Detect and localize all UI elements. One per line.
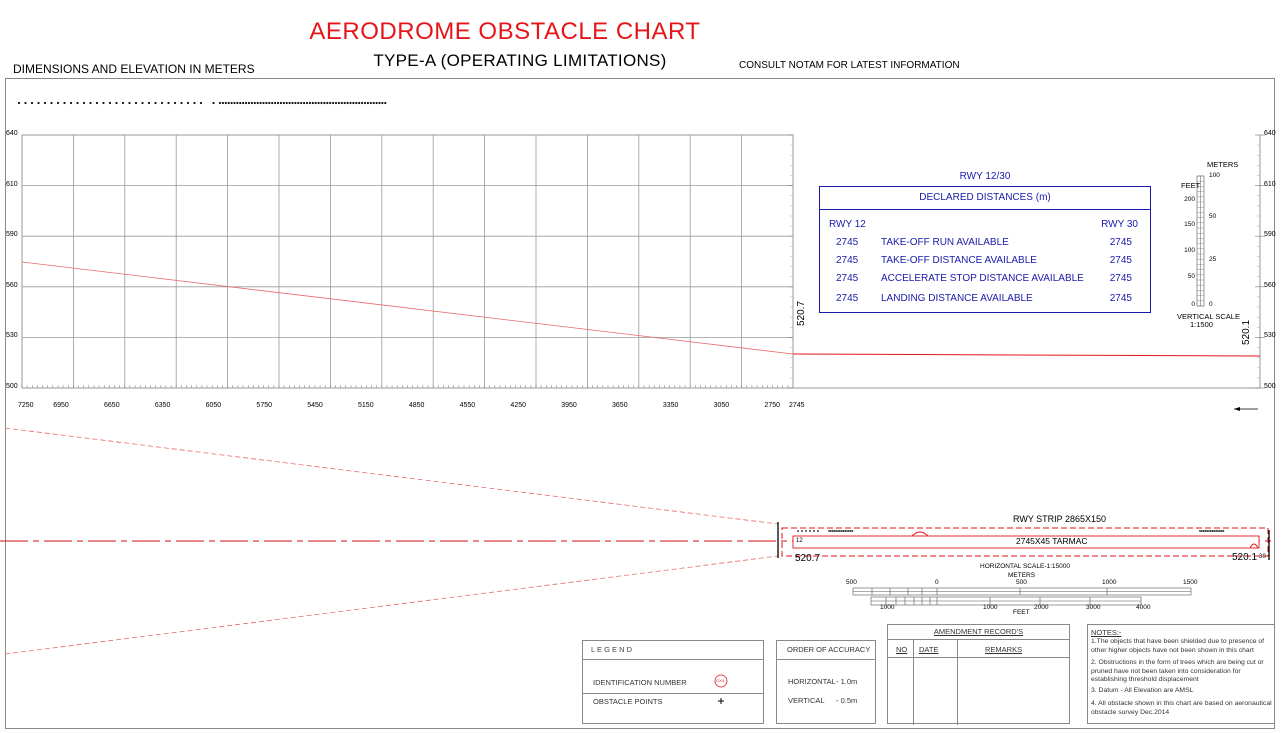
strip-obstacle-dot [841,530,843,532]
obstacle-dot [44,102,46,104]
obstacle-dot [347,102,349,104]
obstacle-dot [109,102,111,104]
strip-obstacle-dot [848,530,850,532]
x-axis-label: 6950 [53,402,69,409]
scale-meters-label: 1500 [1183,579,1198,586]
chart-subtitle: TYPE-A (OPERATING LIMITATIONS) [373,51,667,70]
dimensions-note: DIMENSIONS AND ELEVATION IN METERS [13,62,255,76]
amendment-column-line [957,639,958,725]
obstacle-dot [262,102,264,104]
obstacle-dot [187,102,189,104]
strip-obstacle-dot [830,530,832,532]
strip-obstacle-dot [817,530,819,532]
obstacle-dot [180,102,182,104]
declared-row-right: 2745 [1109,255,1132,266]
obstacle-dot [37,102,39,104]
obstacle-dot [254,102,256,104]
obstacle-dot [24,102,26,104]
obstacle-dot [291,102,293,104]
strip-obstacle-dot [839,530,841,532]
declared-row [820,273,1150,289]
obstacle-dot [283,102,285,104]
amendment-col-remarks: REMARKS [985,645,1023,654]
vertical-scale-feet-tick: 200 [1184,196,1195,203]
obstacle-dot [332,102,334,104]
strip-obstacle-dot [852,530,854,532]
strip-obstacle-dot [813,530,815,532]
note-item: 2. Obstructions in the form of trees which are being cut or pruned have not been taken into consideration for establishing threshold displacement [1091,659,1264,683]
obstacle-dot [225,102,227,104]
declared-row-label: LANDING DISTANCE AVAILABLE [881,293,1033,304]
runway-profile-line [793,354,1260,356]
obstacle-dot [89,102,91,104]
vertical-scale-meters-tick: 25 [1209,256,1217,263]
y-axis-label: 610 [1264,180,1276,188]
note-item: 3. Datum - All Elevation are AMSL [1091,687,1194,694]
obstacle-dot [312,102,314,104]
identification-symbol-text: OXX [716,678,725,683]
obstacle-dot [335,102,337,104]
accuracy-horizontal-value: - 1.0m [836,677,858,686]
declared-distances-heading: DECLARED DISTANCES (m) [820,187,1150,210]
obstacle-dot [265,102,267,104]
obstacle-dot [219,102,221,104]
legend-heading: L E G E N D [591,645,632,654]
obstacle-dot [367,102,369,104]
declared-row-left: 2745 [836,273,859,284]
obstacle-dot [341,102,343,104]
amendment-heading: AMENDMENT RECORD'S [933,627,1024,636]
obstacle-dot [76,102,78,104]
strip-obstacle-dot [1210,530,1212,532]
scale-meters-label: 500 [846,579,857,586]
strip-obstacle-dot [1212,530,1214,532]
y-axis-label: 530 [6,332,18,340]
strip-obstacle-dots [797,530,1224,532]
obstacle-dot [271,102,273,104]
obstacle-dot [349,102,351,104]
obstacle-dot [364,102,366,104]
runway-end-12: 12 [796,538,803,544]
y-axis-label: 500 [1264,383,1276,390]
declared-row-right: 2745 [1109,237,1132,248]
obstacle-dot [326,102,328,104]
note-item: 1.The objects that have been shielded due to presence of other higher objects have not been shown in this chart [1091,638,1265,654]
x-axis-label: 4250 [510,402,526,409]
obstacle-dot [50,102,52,104]
obstacle-dot [212,102,214,104]
obstacle-dot [373,102,375,104]
strip-obstacle-dot [834,530,836,532]
declared-row-right: 2745 [1109,293,1132,304]
obstacle-dot [251,102,253,104]
obstacle-dot [154,102,156,104]
notes-box [1087,624,1275,724]
vertical-scale-feet-label: FEET [1181,181,1201,190]
scale-feet-label: 3000 [1086,604,1101,611]
legend-box [582,640,764,724]
profile-elevation-right: 520.1 [1241,319,1252,345]
strip-obstacle-dot [797,530,799,532]
declared-row-left: 2745 [836,237,859,248]
obstacle-dot [320,102,322,104]
y-axis-label: 610 [6,180,18,188]
obstacle-dot [370,102,372,104]
accuracy-box [776,640,876,724]
x-axis-label: 5450 [307,402,323,409]
strip-obstacle-dot [832,530,834,532]
obstacle-dot [233,102,235,104]
declared-row-label: ACCELERATE STOP DISTANCE AVAILABLE [881,273,1084,284]
legend-divider [583,659,763,660]
vertical-scale-feet-tick: 50 [1187,273,1195,280]
obstacle-dot [260,102,262,104]
y-axis-label: 590 [1264,231,1276,239]
runway-taxiway-bump [912,532,928,536]
obstacle-dot [57,102,59,104]
strip-obstacle-dot [1203,530,1205,532]
obstacle-dot [18,102,20,104]
obstacle-dot [280,102,282,104]
declared-row-right: 2745 [1109,273,1132,284]
profile-elevation-left: 520.7 [796,300,807,326]
y-axis-label: 560 [1264,281,1276,289]
runway-strip-label: RWY STRIP 2865X150 [1013,514,1107,524]
strip-obstacle-dot [1223,530,1225,532]
declared-row-label: TAKE-OFF RUN AVAILABLE [881,237,1009,248]
strip-obstacle-dot [809,530,811,532]
x-axis-label: 5750 [256,402,272,409]
obstacle-dot-strip [18,102,387,104]
strip-obstacle-dot [1206,530,1208,532]
scale-meters-label: 500 [1016,579,1027,586]
obstacle-dot [384,102,386,104]
strip-obstacle-dot [828,530,830,532]
x-axis-label: 3650 [612,402,628,409]
x-axis-label: 3050 [713,402,730,409]
obstacle-dot [268,102,270,104]
scale-feet-label: 2000 [1034,604,1049,611]
obstacle-dot [376,102,378,104]
plan-elevation-right: 520.1 [1232,552,1258,563]
legend-divider [583,693,763,694]
vertical-scale-caption: VERTICAL SCALE [1177,312,1240,321]
strip-obstacle-dot [1214,530,1216,532]
notam-note: CONSULT NOTAM FOR LATEST INFORMATION [739,60,960,71]
obstacle-dot [306,102,308,104]
strip-obstacle-dot [835,530,837,532]
obstacle-dot [239,102,241,104]
obstacle-dot [309,102,311,104]
obstacle-dot [161,102,163,104]
accuracy-heading: ORDER OF ACCURACY [787,645,871,654]
obstacle-dot [323,102,325,104]
obstacle-dot [135,102,137,104]
scale-feet-label: 1000 [983,604,998,611]
obstacle-dot [289,102,291,104]
obstacle-dot [248,102,250,104]
accuracy-vertical-label: VERTICAL [788,696,825,705]
x-axis-label: 6350 [154,402,171,409]
obstacle-dot [329,102,331,104]
declared-left-runway: RWY 12 [829,219,866,230]
legend-obstacle-points: OBSTACLE POINTS [593,697,663,706]
accuracy-divider [777,659,875,660]
strip-obstacle-dot [1215,530,1217,532]
runway-designation: RWY 12/30 [959,171,1011,182]
y-axis-label: 640 [1264,130,1276,137]
obstacle-dot [297,102,299,104]
obstacle-dot [338,102,340,104]
x-axis-label: 7250 [18,402,34,409]
obstacle-dot [228,102,230,104]
scale-feet-label: 4000 [1136,604,1151,611]
strip-obstacle-dot [805,530,807,532]
strip-obstacle-dot [1217,530,1219,532]
strip-obstacle-dot [844,530,846,532]
splay-line-upper [5,428,778,524]
obstacle-dot [70,102,72,104]
obstacle-dot [193,102,195,104]
vertical-scale-bar [1197,176,1204,306]
accuracy-vertical-value: - 0.5m [836,696,858,705]
obstacle-dot [83,102,85,104]
scale-meters-label: 0 [935,579,939,586]
amendment-column-line [913,639,914,725]
declared-row-left: 2745 [836,255,859,266]
obstacle-dot [344,102,346,104]
obstacle-dot [222,102,224,104]
x-axis-label: 4550 [459,402,476,409]
obstacle-dot [128,102,130,104]
obstacle-dot [122,102,124,104]
scale-feet-label: 1000 [880,604,895,611]
x-axis-label: 6050 [205,402,222,409]
strip-obstacle-dot [801,530,803,532]
note-item: 4. All obstacle shown in this chart are based on aeronautical obstacle survey Dec.2014 [1091,700,1272,716]
declared-distances-table [819,186,1151,313]
obstacle-dot [303,102,305,104]
runway-end-30: 30 [1259,554,1266,560]
obstacle-dot [274,102,276,104]
strip-obstacle-dot [1221,530,1223,532]
profile-vertical-gridlines [73,135,741,388]
amendment-record-box [887,624,1070,724]
obstacle-dot [381,102,383,104]
obstacle-dot [378,102,380,104]
vertical-scale-meters-tick: 0 [1209,301,1213,308]
obstacle-dot [236,102,238,104]
strip-obstacle-dot [1201,530,1203,532]
direction-arrow-head [1234,407,1240,411]
obstacle-dot [352,102,354,104]
accuracy-horizontal-label: HORIZONTAL [788,677,836,686]
takeoff-slope-line [22,262,793,354]
obstacle-dot [115,102,117,104]
x-axis-label: 4850 [408,402,425,409]
strip-obstacle-dot [843,530,845,532]
declared-row [820,255,1150,271]
y-axis-label: 500 [6,383,18,390]
y-axis-label: 560 [6,281,18,289]
horizontal-scale-bar [853,588,1191,605]
strip-obstacle-dot [1199,530,1201,532]
declared-row-left: 2745 [836,293,859,304]
strip-obstacle-dot [846,530,848,532]
legend-identification: IDENTIFICATION NUMBER [593,678,687,687]
vertical-scale-meters-tick: 100 [1209,172,1220,179]
chart-title: AERODROME OBSTACLE CHART [309,18,701,45]
obstacle-dot [231,102,233,104]
vertical-scale-feet-tick: 150 [1184,221,1195,228]
scale-meters-label: 1000 [1102,579,1117,586]
horizontal-scale-meters: METERS [1008,572,1036,579]
x-axis-label: 2750 [764,402,780,409]
strip-obstacle-dot [1205,530,1207,532]
obstacle-dot [245,102,247,104]
y-axis-label: 530 [1264,332,1276,340]
declared-row [820,237,1150,253]
strip-obstacle-dot [837,530,839,532]
amendment-divider [888,657,1069,658]
obstacle-dot [167,102,169,104]
vertical-scale-meters-tick: 50 [1209,213,1217,220]
x-axis-label: 3350 [662,402,679,409]
runway-surface-label: 2745X45 TARMAC [1016,536,1088,546]
vertical-scale-feet-tick: 100 [1184,247,1195,254]
amendment-col-no: NO [896,645,908,654]
obstacle-dot [294,102,296,104]
strip-obstacle-dot [850,530,852,532]
vertical-scale-ratio: 1:1500 [1190,320,1213,329]
obstacle-dot [300,102,302,104]
obstacle-dot [257,102,259,104]
profile-grid-frame [22,135,793,388]
horizontal-scale-feet: FEET [1013,609,1030,616]
plan-elevation-left: 520.7 [795,553,821,564]
obstacle-dot [141,102,143,104]
obstacle-dot [315,102,317,104]
obstacle-dot [358,102,360,104]
strip-obstacle-dot [1219,530,1221,532]
profile-horizontal-gridlines [22,186,793,338]
obstacle-dot [277,102,279,104]
x-axis-label: 3950 [561,402,577,409]
declared-row [820,293,1150,309]
amendment-col-date: DATE [919,645,939,654]
obstacle-dot [102,102,104,104]
obstacle-dot [148,102,150,104]
obstacle-dot [174,102,176,104]
obstacle-dot [318,102,320,104]
obstacle-dot [286,102,288,104]
strip-obstacle-dot [1208,530,1210,532]
obstacle-dot [63,102,65,104]
x-axis-label: 6650 [104,402,120,409]
declared-row-label: TAKE-OFF DISTANCE AVAILABLE [881,255,1037,266]
notes-heading: NOTES:- [1091,628,1122,637]
obstacle-dot [200,102,202,104]
x-axis-label: 5150 [358,402,374,409]
x-axis-label: 2745 [789,402,805,409]
declared-right-runway: RWY 30 [1101,219,1138,230]
obstacle-dot [96,102,98,104]
obstacle-dot [361,102,363,104]
horizontal-scale-caption: HORIZONTAL SCALE-1:15000 [980,563,1070,570]
y-axis-label: 590 [6,231,18,239]
vertical-scale-feet-tick: 0 [1191,301,1195,308]
obstacle-dot [242,102,244,104]
obstacle-dot [355,102,357,104]
obstacle-dot [31,102,33,104]
vertical-scale-meters-label: METERS [1207,160,1239,169]
y-axis-label: 640 [6,130,18,137]
amendment-divider [888,639,1069,640]
